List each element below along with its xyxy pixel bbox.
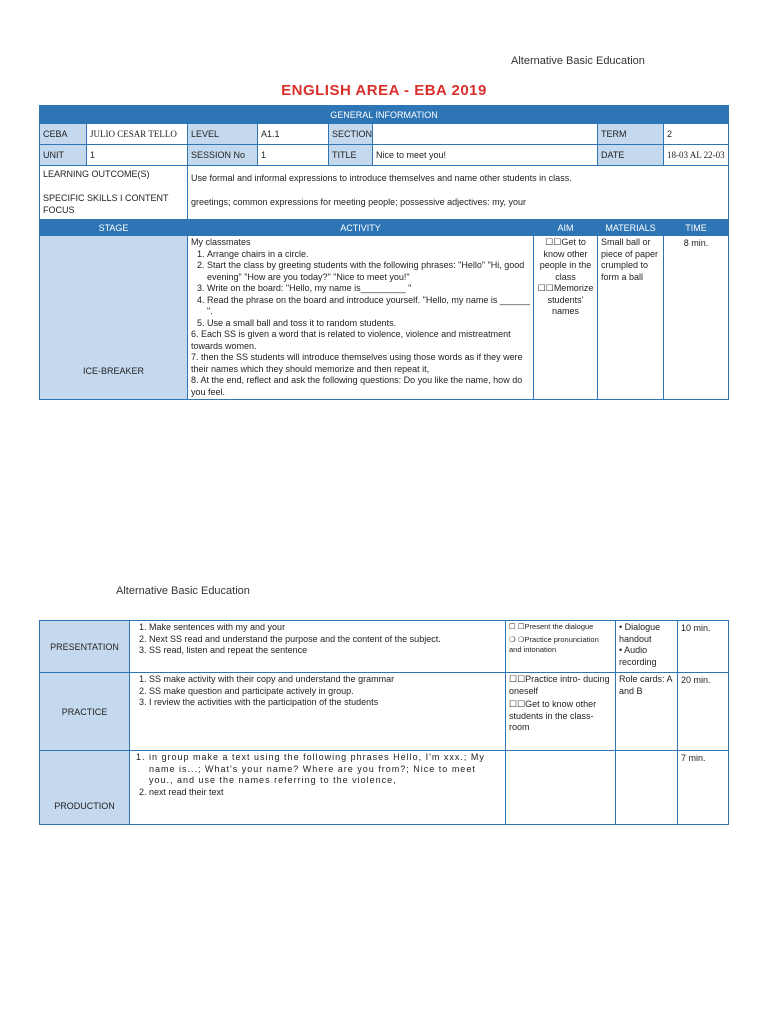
practice-step: 3. I review the activities with the participation of the students — [149, 697, 502, 709]
aim-item: Get to know other people in the class — [539, 237, 592, 282]
session-value: 1 — [258, 145, 329, 166]
icebreaker-step: 4. Read the phrase on the board and introduce yourself. "Hello, my name is ______ ". — [207, 295, 530, 318]
stage-practice: PRACTICE — [40, 673, 130, 751]
production-step: 1. in group make a text using the following phrases Hello, I'm xxx.; My name is...; What's your name? Where are you from?; Nice to meet you., and use the names referring to the violence, — [149, 752, 502, 787]
production-activity — [130, 751, 506, 825]
outcome-value: Use formal and informal expressions to introduce themselves and name other students in class. — [191, 173, 572, 183]
bullet-icon: • — [619, 645, 625, 655]
aim-item: Get to know other students in the class- room — [509, 699, 597, 732]
stage-icebreaker: ICE-BREAKER — [40, 236, 188, 400]
col-time: TIME — [664, 220, 729, 236]
icebreaker-step: 1. Arrange chairs in a circle. — [207, 249, 530, 261]
practice-time: 20 min. — [678, 673, 729, 751]
general-info-header: GENERAL INFORMATION — [40, 106, 729, 124]
checkbox-icon: ☐☐ — [545, 237, 562, 247]
aim-item: Practice intro- ducing oneself — [509, 674, 610, 696]
practice-step: 2. SS make question and participate actively in group. — [149, 686, 502, 698]
icebreaker-step-extra: 6. Each SS is given a word that is related to violence, violence and mistreatment towards women. — [191, 329, 511, 351]
practice-activity — [130, 673, 506, 751]
term-value: 2 — [664, 124, 729, 145]
term-label: TERM — [598, 124, 664, 145]
practice-materials: Role cards: A and B — [616, 673, 678, 751]
level-value: A1.1 — [258, 124, 329, 145]
aim-item: Memorize students' names — [547, 283, 594, 316]
unit-label: UNIT — [40, 145, 87, 166]
checkbox-icon: ☐☐ — [509, 699, 526, 709]
col-stage: STAGE — [40, 220, 188, 236]
page-title: ENGLISH AREA - EBA 2019 — [281, 82, 487, 99]
icebreaker-step: 3. Write on the board: "Hello, my name is_________ " — [207, 283, 530, 295]
header-org: Alternative Basic Education — [511, 55, 645, 67]
production-step: 2. next read their text — [149, 787, 502, 799]
material-item: Dialogue handout — [619, 622, 661, 644]
section-value — [373, 124, 598, 145]
presentation-time: 10 min. — [678, 621, 729, 673]
presentation-activity — [130, 621, 506, 673]
practice-step: 1. SS make activity with their copy and understand the grammar — [149, 674, 502, 686]
section-label: SECTION — [329, 124, 373, 145]
col-activity: ACTIVITY — [188, 220, 534, 236]
level-label: LEVEL — [188, 124, 258, 145]
presentation-step: 2. Next SS read and understand the purpose and the content of the subject. — [149, 634, 502, 646]
bullet-icon: • — [619, 622, 625, 632]
production-materials — [616, 751, 678, 825]
lesson-plan-table — [39, 105, 729, 400]
icebreaker-step: 5. Use a small ball and toss it to random students. — [207, 318, 530, 330]
presentation-materials — [616, 621, 678, 673]
icebreaker-activity — [188, 236, 534, 400]
lesson-plan-table-2 — [39, 620, 729, 825]
ceba-label: CEBA — [40, 124, 87, 145]
presentation-step: 3. SS read, listen and repeat the sentence — [149, 645, 502, 657]
checkbox-icon: ☐☐ — [537, 283, 554, 293]
outcome-skills-labels — [40, 166, 188, 220]
presentation-step: 1. Make sentences with my and your — [149, 622, 502, 634]
icebreaker-materials: Small ball or piece of paper crumpled to form a ball — [598, 236, 664, 400]
material-item: Audio recording — [619, 645, 657, 667]
skills-label: SPECIFIC SKILLS I CONTENT FOCUS — [43, 193, 169, 215]
col-materials: MATERIALS — [598, 220, 664, 236]
date-label: DATE — [598, 145, 664, 166]
stage-presentation: PRESENTATION — [40, 621, 130, 673]
checkbox-icon: ☐☐ — [509, 674, 526, 684]
outcome-skills-values — [188, 166, 729, 220]
practice-aims — [506, 673, 616, 751]
presentation-aims — [506, 621, 616, 673]
icebreaker-heading: My classmates — [191, 237, 251, 247]
stage-production: PRODUCTION — [40, 751, 130, 825]
title-label: TITLE — [329, 145, 373, 166]
production-aims — [506, 751, 616, 825]
icebreaker-time: 8 min. — [664, 236, 729, 400]
outcome-label: LEARNING OUTCOME(S) — [43, 169, 150, 179]
icebreaker-step-extra: 8. At the end, reflect and ask the following questions: Do you like the name, how do you feel. — [191, 375, 523, 397]
production-time: 7 min. — [678, 751, 729, 825]
title-value: Nice to meet you! — [373, 145, 598, 166]
ceba-value: JULIO CESAR TELLO — [87, 124, 188, 145]
icebreaker-step: 2. Start the class by greeting students with the following phrases: "Hello" "Hi, good evening" "How are you today?" "Nice to meet you!" — [207, 260, 530, 283]
aim-item: Present the dialogue — [524, 622, 594, 631]
checkbox-icon: ☐ ☐ — [509, 622, 525, 631]
unit-value: 1 — [87, 145, 188, 166]
skills-value: greetings; common expressions for meeting people; possessive adjectives: my, your — [191, 197, 526, 207]
icebreaker-aims — [534, 236, 598, 400]
session-label: SESSION No — [188, 145, 258, 166]
date-value: 18-03 AL 22-03 — [664, 145, 729, 166]
col-aim: AIM — [534, 220, 598, 236]
aim-item: Practice pronunciation and intonation — [509, 635, 599, 654]
icebreaker-step-extra: 7. then the SS students will introduce themselves using those words as if they were their names which they should memorize and then repeat it, — [191, 352, 523, 374]
page2-org: Alternative Basic Education — [116, 585, 250, 597]
checkbox-icon: ❍ ❍ — [509, 635, 525, 644]
